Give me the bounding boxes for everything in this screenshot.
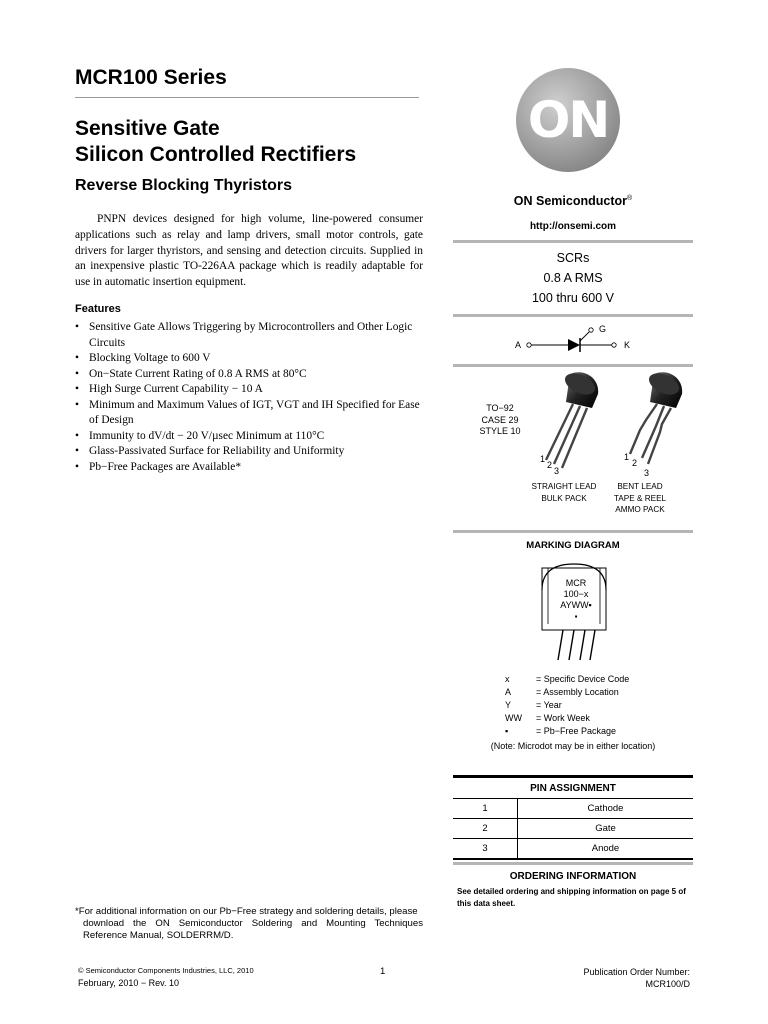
company-name	[453, 194, 693, 208]
page-title-line2: Silicon Controlled Rectifiers	[75, 143, 357, 166]
section-divider	[453, 530, 693, 533]
package-line2: CASE 29	[481, 414, 519, 425]
straight-lead-label	[523, 481, 605, 504]
marking-line4: ▪	[574, 612, 578, 621]
section-divider	[453, 240, 693, 243]
pin-function: Cathode	[518, 799, 694, 819]
pin-assignment-heading: PIN ASSIGNMENT	[453, 777, 693, 799]
page-title-line1: Sensitive Gate	[75, 117, 220, 140]
pin-number: 2	[453, 819, 518, 839]
pin3-label: 3	[554, 466, 560, 476]
spec-type: SCRs	[556, 251, 590, 265]
to92-straight-lead-icon	[528, 368, 608, 480]
feature-item: • Minimum and Maximum Values of IGT, VGT and IH Specified for Ease of Design	[75, 398, 425, 429]
legend-value: = Specific Device Code	[536, 674, 630, 684]
marking-line3: AYWW▪	[560, 600, 592, 610]
pin1-label: 1	[540, 454, 546, 464]
footnote-rest: download the ON Semiconductor Soldering and Mounting Techniques Reference Manual, SOLDERRM/D.	[83, 918, 423, 942]
feature-item: • Blocking Voltage to 600 V	[75, 351, 425, 367]
marking-diagram-icon	[536, 560, 612, 662]
pin2-label: 2	[547, 460, 553, 470]
registered-mark: ®	[627, 194, 633, 202]
marking-line1: MCR	[565, 578, 587, 588]
footnote-line1: *For additional information on our Pb−Free strategy and soldering details, please	[75, 906, 418, 917]
pin-number: 1	[453, 799, 518, 819]
marking-line2: 100−x	[563, 589, 589, 599]
straight-lead-line2: BULK PACK	[541, 493, 587, 503]
bent-lead-label	[600, 481, 680, 516]
bent-lead-line3: AMMO PACK	[615, 505, 665, 514]
section-divider	[453, 364, 693, 367]
pb-free-footnote	[75, 906, 423, 943]
straight-lead-line1: STRAIGHT LEAD	[531, 482, 597, 491]
legend-value: = Pb−Free Package	[536, 726, 617, 736]
pin-function: Anode	[518, 839, 694, 860]
package-line1: TO−92	[486, 403, 514, 413]
features-list	[75, 320, 425, 475]
feature-item: • Immunity to dV/dt − 20 V/µsec Minimum at 110°C	[75, 429, 425, 445]
anode-label: A	[515, 340, 522, 350]
scr-symbol-icon	[505, 320, 645, 360]
section-divider	[453, 862, 693, 865]
table-row	[453, 819, 693, 839]
section-divider	[453, 314, 693, 317]
spec-voltage: 100 thru 600 V	[531, 291, 614, 305]
spec-current: 0.8 A RMS	[543, 271, 603, 285]
feature-item: • Glass-Passivated Surface for Reliability and Uniformity	[75, 444, 425, 460]
footer-date: February, 2010 − Rev. 10	[78, 978, 179, 988]
legend-key: A	[505, 687, 512, 697]
legend-key: x	[505, 674, 510, 684]
pin3-label: 3	[644, 468, 650, 478]
to92-bent-lead-icon	[612, 368, 692, 480]
package-line3: STYLE 10	[479, 426, 521, 436]
series-title: MCR100 Series	[75, 66, 227, 89]
table-row	[453, 839, 693, 860]
legend-key: ▪	[505, 726, 509, 736]
legend-value: = Work Week	[536, 713, 590, 723]
legend-key: WW	[505, 713, 522, 723]
features-heading: Features	[75, 303, 121, 315]
company-url[interactable]: http://onsemi.com	[529, 221, 617, 232]
cathode-label: K	[624, 340, 631, 350]
title-divider	[75, 97, 419, 98]
ordering-information-heading: ORDERING INFORMATION	[509, 871, 637, 882]
pin-number: 3	[453, 839, 518, 860]
ordering-information-text: See detailed ordering and shipping information on page 5 of this data sheet.	[457, 887, 686, 908]
pin-assignment-table	[453, 775, 693, 860]
intro-paragraph: PNPN devices designed for high volume, line-powered consumer applications such as relay and lamp drivers, small motor controls, gate drivers for larger thyristors, and sensing and detection circuits. Supplied in an inexpensive plastic TO-226AA package which is readily adaptable for use in automatic insertion equipment.	[75, 213, 423, 289]
feature-item: • High Surge Current Capability − 10 A	[75, 382, 425, 398]
table-row	[453, 799, 693, 819]
page-subtitle: Reverse Blocking Thyristors	[75, 177, 292, 194]
feature-item: • Pb−Free Packages are Available*	[75, 460, 425, 476]
footer-publication	[583, 966, 690, 990]
publication-label: Publication Order Number:	[583, 967, 690, 977]
bent-lead-line2: TAPE & REEL	[613, 493, 667, 503]
footer-copyright: © Semiconductor Components Industries, LLC, 2010	[78, 966, 254, 975]
legend-value: = Assembly Location	[536, 687, 619, 697]
marking-diagram-heading: MARKING DIAGRAM	[526, 540, 620, 551]
feature-item: • On−State Current Rating of 0.8 A RMS at 80°C	[75, 367, 425, 383]
legend-value: = Year	[536, 700, 562, 710]
publication-number: MCR100/D	[645, 979, 690, 989]
microdot-note: (Note: Microdot may be in either location)	[490, 741, 656, 751]
company-label: ON Semiconductor	[513, 194, 628, 208]
bent-lead-line1: BENT LEAD	[617, 482, 663, 491]
feature-item: • Sensitive Gate Allows Triggering by Microcontrollers and Other Logic Circuits	[75, 320, 425, 351]
legend-key: Y	[505, 700, 512, 710]
pin2-label: 2	[632, 458, 638, 468]
pin-function: Gate	[518, 819, 694, 839]
package-type	[472, 403, 528, 438]
footer-page-number: 1	[380, 966, 386, 977]
pin1-label: 1	[624, 452, 630, 462]
gate-label: G	[599, 324, 607, 334]
logo-text: ON	[527, 91, 609, 149]
